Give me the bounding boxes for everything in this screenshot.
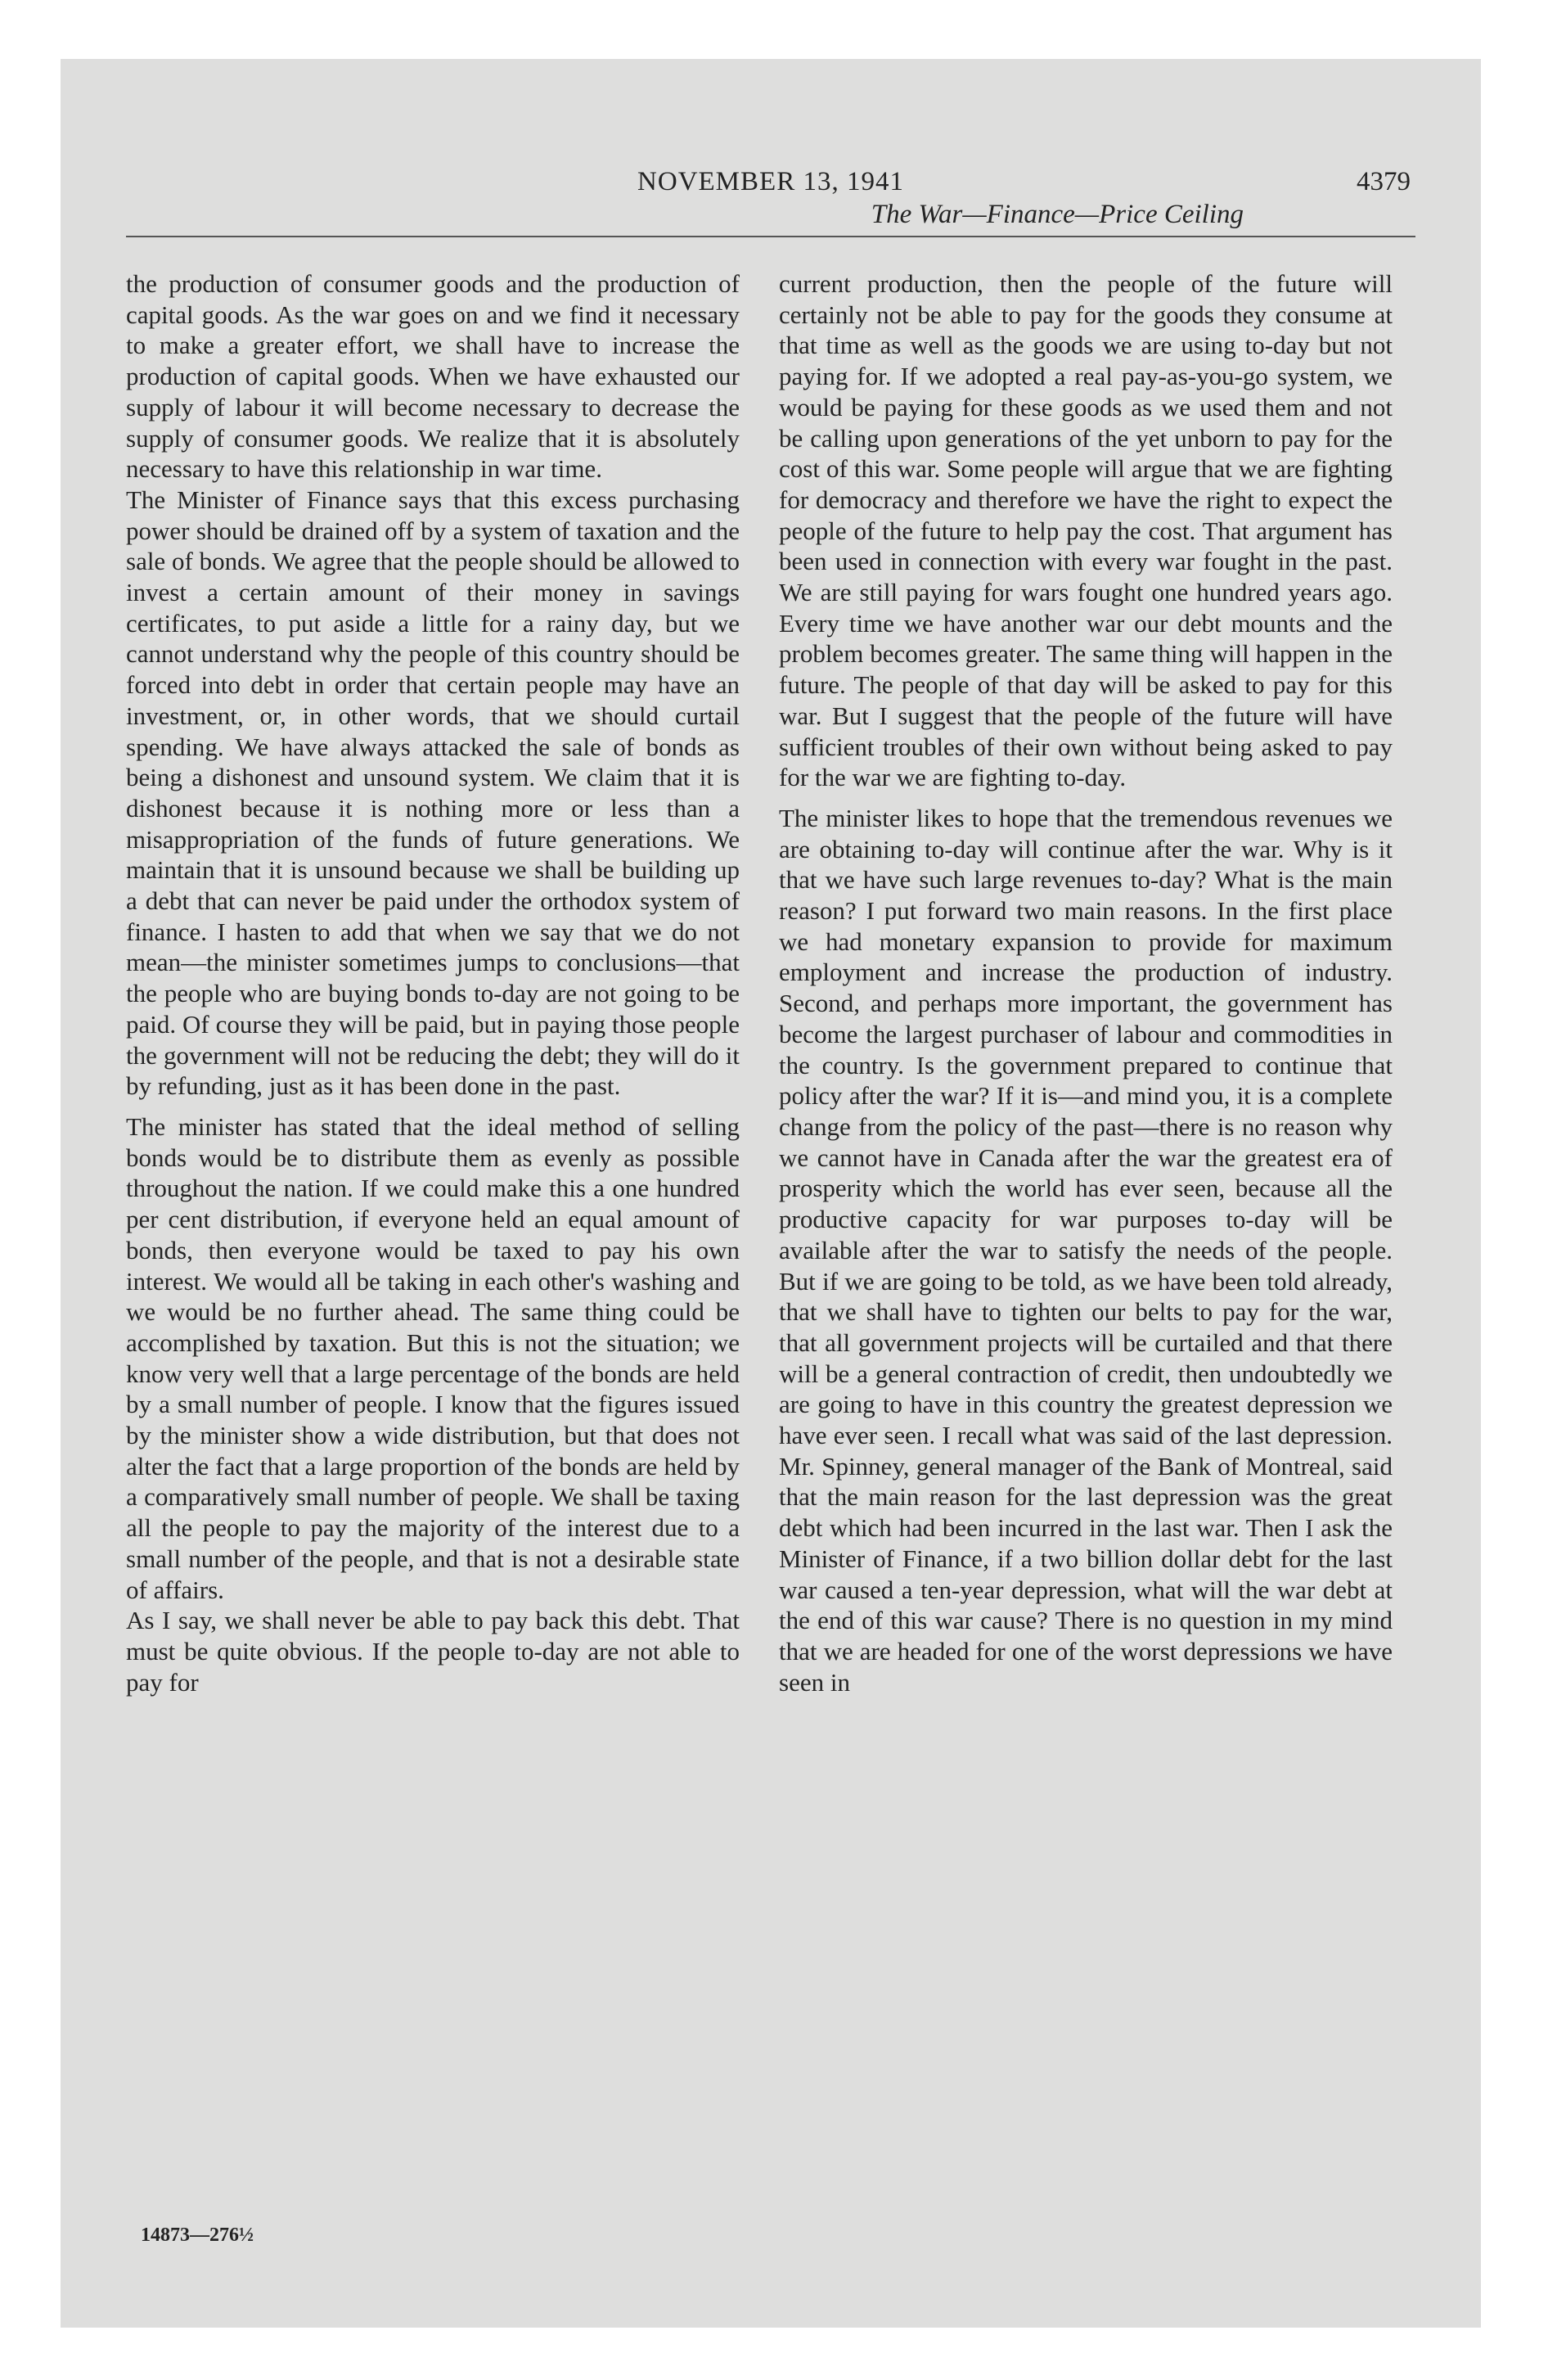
paragraph: the production of consumer goods and the production of capital goods. As the war goes on and we find it necessary to make a greater effort, we shall have to increase the production of capital goods. When we have exhausted our supply of labour it will become necessary to decrease the supply of consumer goods. We realize that it is absolutely necessary to have this relationship in war time. bbox=[126, 269, 740, 484]
document-page bbox=[61, 59, 1481, 2328]
paragraph: As I say, we shall never be able to pay back this debt. That must be quite obvious. If the people to-day are not able to pay for bbox=[126, 1606, 740, 1697]
left-column bbox=[126, 268, 740, 1697]
running-title: The War—Finance—Price Ceiling bbox=[871, 200, 1244, 229]
paragraph: The minister has stated that the ideal method of selling bonds would be to distribute them as evenly as possible throughout the nation. If we could make this a one hundred per cent distribution, if everyone held an equal amount of bonds, then everyone would be taxed to pay his own interest. We would all be taking in each other's washing and we would be no further ahead. The same thing could be accomplished by taxation. But this is not the situation; we know very well that a large percentage of the bonds are held by a small number of people. I know that the figures issued by the minister show a wide distribution, but that does not alter the fact that a large proportion of the bonds are held by a comparatively small number of people. We shall be taxing all the people to pay the majority of the interest due to a small number of the people, and that is not a desirable state of affairs. bbox=[126, 1111, 740, 1604]
paragraph: current production, then the people of the future will certainly not be able to pay for the goods they consume at that time as well as the goods we are using to-day but not paying for. If we adopted a real pay-as-you-go system, we would be paying for these goods as we used them and not be calling upon generations of the yet unborn to pay for the cost of this war. Some people will argue that we are fighting for democracy and therefore we have the right to expect the people of the future to help pay the cost. That argument has been used in connection with every war fought in the past. We are still paying for wars fought one hundred years ago. Every time we have another war our debt mounts and the problem becomes greater. The same thing will happen in the future. The people of that day will be asked to pay for this war. But I suggest that the people of the future will have sufficient troubles of their own without being asked to pay for the war we are fighting to-day. bbox=[779, 269, 1393, 792]
header-date: NOVEMBER 13, 1941 bbox=[637, 167, 904, 196]
paragraph: The minister likes to hope that the tremendous revenues we are obtaining to-day will continue after the war. Why is it that we have such large revenues to-day? What is the main reason? I put forward two main reasons. In the first place we had monetary expansion to provide for maximum employment and increase the production of industry. Second, and perhaps more important, the government has become the largest purchaser of labour and commodities in the country. Is the government prepared to continue that policy after the war? If it is—and mind you, it is a complete change from the policy of the past—there is no reason why we cannot have in Canada after the war the greatest era of prosperity which the world has ever seen, because all the productive capacity for war purposes to-day will be available after the war to satisfy the needs of the people. But if we are going to be told, as we have been told already, that we shall have to tighten our belts to pay for the war, that all government projects will be curtailed and that there will be a general contraction of credit, then undoubtedly we are going to have in this country the greatest depression we have ever seen. I recall what was said of the last depression. Mr. Spinney, general manager of the Bank of Montreal, said that the main reason for the last depression was the great debt which had been incurred in the last war. Then I ask the Minister of Finance, if a two billion dollar debt for the last war caused a ten-year depression, what will the war debt at the end of this war cause? There is no question in my mind that we are headed for one of the worst depressions we have seen in bbox=[779, 803, 1393, 1697]
paragraph: The Minister of Finance says that this excess purchasing power should be drained off by a system of taxation and the sale of bonds. We agree that the people should be allowed to invest a certain amount of their money in savings certificates, to put aside a little for a rainy day, but we cannot understand why the people of this country should be forced into debt in order that certain people may have an investment, or, in other words, that we should curtail spending. We have always attacked the sale of bonds as being a dishonest and unsound system. We claim that it is dishonest because it is nothing more or less than a misappropriation of the funds of future generations. We maintain that it is unsound because we shall be building up a debt that can never be paid under the orthodox system of finance. I hasten to add that when we say that we do not mean—the minister sometimes jumps to conclusions—that the people who are buying bonds to-day are not going to be paid. Of course they will be paid, but in paying those people the government will not be reducing the debt; they will do it by refunding, just as it has been done in the past. bbox=[126, 485, 740, 1101]
page-number: 4379 bbox=[1357, 167, 1411, 196]
header-divider bbox=[126, 236, 1415, 237]
right-column bbox=[779, 268, 1393, 1697]
footer-code: 14873—276½ bbox=[141, 2224, 254, 2246]
